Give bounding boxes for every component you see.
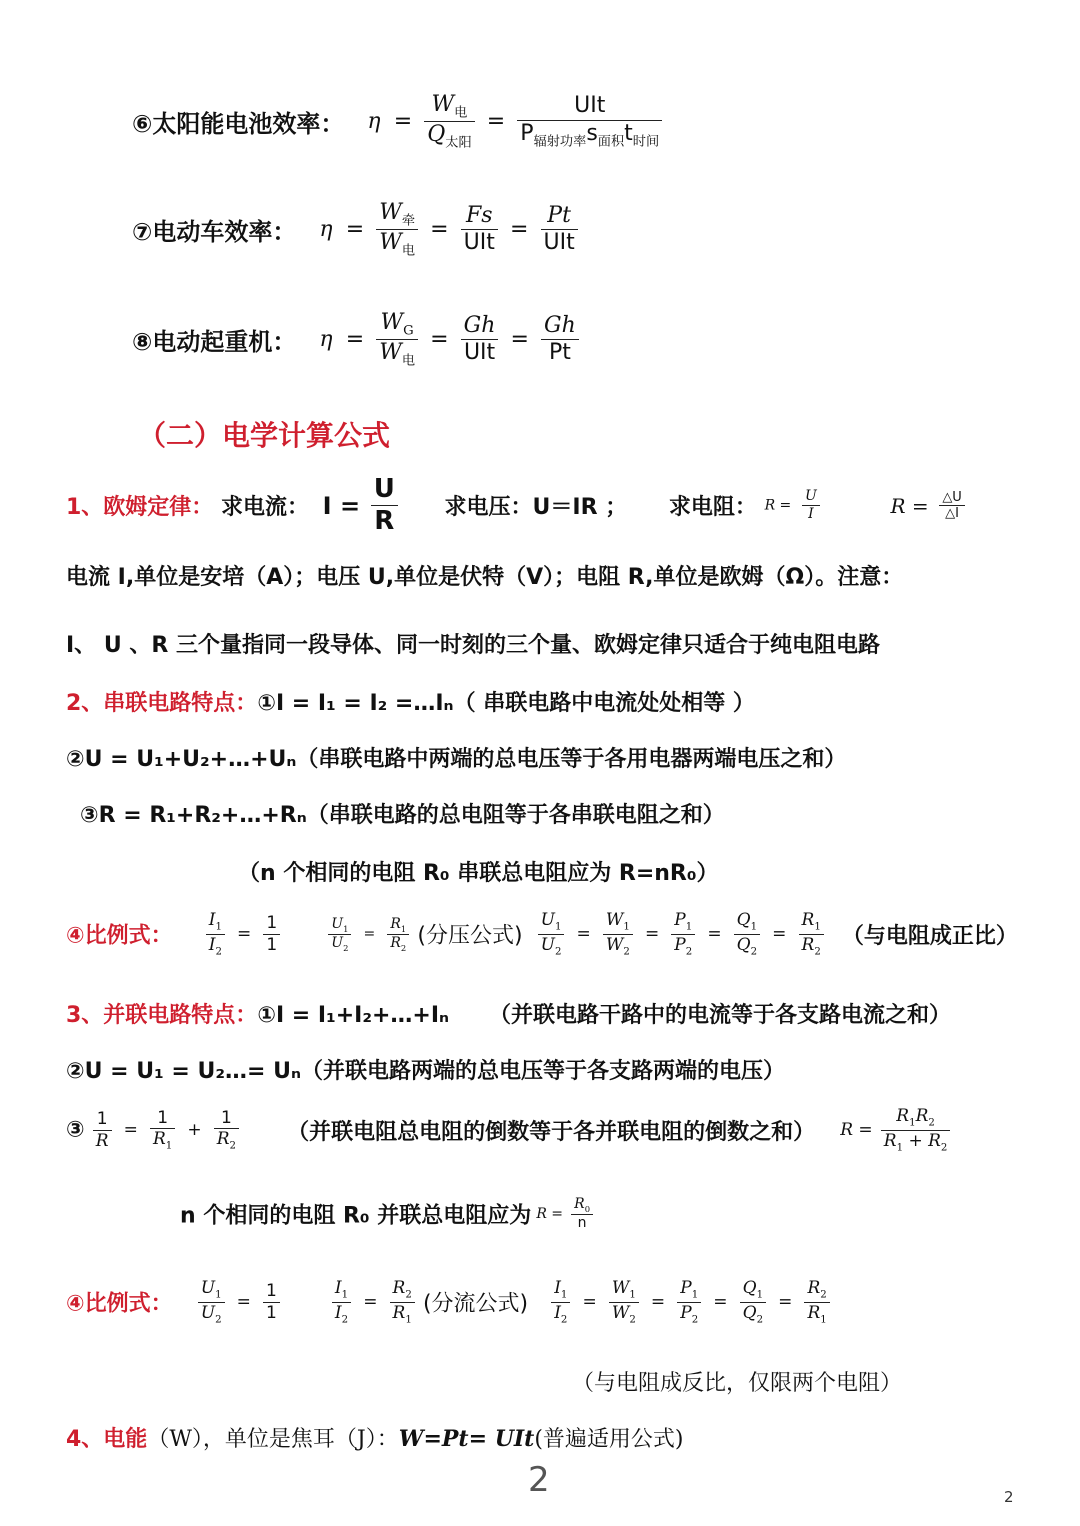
energy-row: 4、电能（W），单位是焦耳（J）：W=Pt= UIt(普遍适用公式)	[66, 1426, 684, 1452]
corner-page-number: 2	[1004, 1488, 1014, 1506]
energy-label: 4、电能	[66, 1427, 148, 1452]
series-item2: ②U = U₁+U₂+…+Uₙ（串联电路中两端的总电压等于各用电器两端电压之和）	[66, 747, 847, 772]
series-ratio-label: ④比例式：	[66, 923, 173, 949]
ev-efficiency-label: ⑦电动车效率：	[132, 218, 297, 247]
series-item1: 2、串联电路特点：①I = I₁ = I₂ =…Iₙ（ 串联电路中电流处处相等 ）	[66, 691, 755, 716]
parallel-item2: ②U = U₁ = U₂…= Uₙ（并联电路两端的总电压等于各支路两端的电压）	[66, 1059, 785, 1084]
page-number: 2	[528, 1460, 550, 1500]
series-note: （n 个相同的电阻 R₀ 串联总电阻应为 R=nR₀）	[238, 861, 719, 886]
crane-efficiency-row: ⑧电动起重机： η = $\frac{W_G}{W_电}$ = $\frac{Gh}{\text{UIt}}$ = $\frac{Gh}{Pt}$	[132, 310, 582, 390]
parallel-ratio-end: （与电阻成反比，仅限两个电阻）	[572, 1371, 903, 1396]
parallel-ratio-row: ④比例式： $\frac{U_1}{U_2}$ = $\frac{1}{1}$ $\frac{I_1}{I_2}$ = $\frac{R_2}{R_1}$ (分流公式) $\frac{I_1}{I_2}$ = $\frac{W_1}{W_2}$ = $\frac{P_1}{P_2}$ = $\frac{Q_1}{Q_2}$ = $\frac{R_2}{R_1}$	[66, 1278, 833, 1348]
ev-efficiency-row: ⑦电动车效率： η = $\frac{W_牵}{W_电}$ = $\frac{Fs}{\text{UIt}}$ = $\frac{Pt}{\text{UIt}}$	[132, 200, 581, 280]
ohm-law-row: 1、欧姆定律： 求电流： I = $\frac{U}{R}$ 求电压：U＝IR ； 求电阻： R = $\frac{U}{I}$ R = $\frac{\triangle U}{\triangle I}$	[66, 474, 968, 538]
series-item3: ③R = R₁+R₂+…+Rₙ（串联电路的总电阻等于各串联电阻之和）	[80, 803, 725, 828]
crane-efficiency-label: ⑧电动起重机：	[132, 328, 297, 357]
ohm-law-label: 1、欧姆定律：	[66, 495, 214, 521]
series-ratio-row: ④比例式： $\frac{I_1}{I_2}$ = $\frac{1}{1}$ $\frac{U_1}{U_2}$ = $\frac{R_1}{R_2}$ (分压公式) $\frac{U_1}{U_2}$ = $\frac{W_1}{W_2}$ = $\frac{P_1}{P_2}$ = $\frac{Q_1}{Q_2}$ = $\frac{R_1}{R_2}$ （与电阻成正比）	[66, 910, 1018, 958]
section-heading: （二）电学计算公式	[138, 419, 391, 452]
solar-frac-2: $\frac{\text{UIt}}{P_{辐射功率}s_{面积}t_{时间}}$	[517, 93, 662, 150]
solar-frac-1: $\frac{W_电}{Q_{太阳}}$	[424, 92, 474, 151]
parallel-nres: n 个相同的电阻 R₀ 并联总电阻应为 R = $\frac{R_0}{n}$	[180, 1196, 596, 1260]
note-line: I、 U 、R 三个量指同一段导体、同一时刻的三个量、欧姆定律只适合于纯电阻电路	[66, 633, 880, 658]
parallel-item1: 3、并联电路特点：①I = I₁+I₂+…+Iₙ （并联电路干路中的电流等于各支路电流之和）	[66, 1003, 952, 1028]
parallel-label: 3、并联电路特点：	[66, 1003, 258, 1028]
parallel-ratio-label: ④比例式：	[66, 1291, 173, 1317]
parallel-item3: ③ $\frac{1}{R}$ = $\frac{1}{R_1}$ + $\frac{1}{R_2}$ （并联电阻总电阻的倒数等于各并联电阻的倒数之和） R = $\frac{R_1R_2}{R_1 + R_2}$	[66, 1106, 953, 1176]
solar-efficiency-label: ⑥太阳能电池效率：	[132, 110, 345, 139]
series-label: 2、串联电路特点：	[66, 691, 258, 716]
solar-efficiency-row: ⑥太阳能电池效率： η = $\frac{W_电}{Q_{太阳}}$ = $\frac{\text{UIt}}{P_{辐射功率}s_{面积}t_{时间}}$	[132, 92, 665, 172]
units-line: 电流 I,单位是安培（A）；电压 U,单位是伏特（V）；电阻 R,单位是欧姆（Ω）。注意：	[66, 565, 904, 590]
